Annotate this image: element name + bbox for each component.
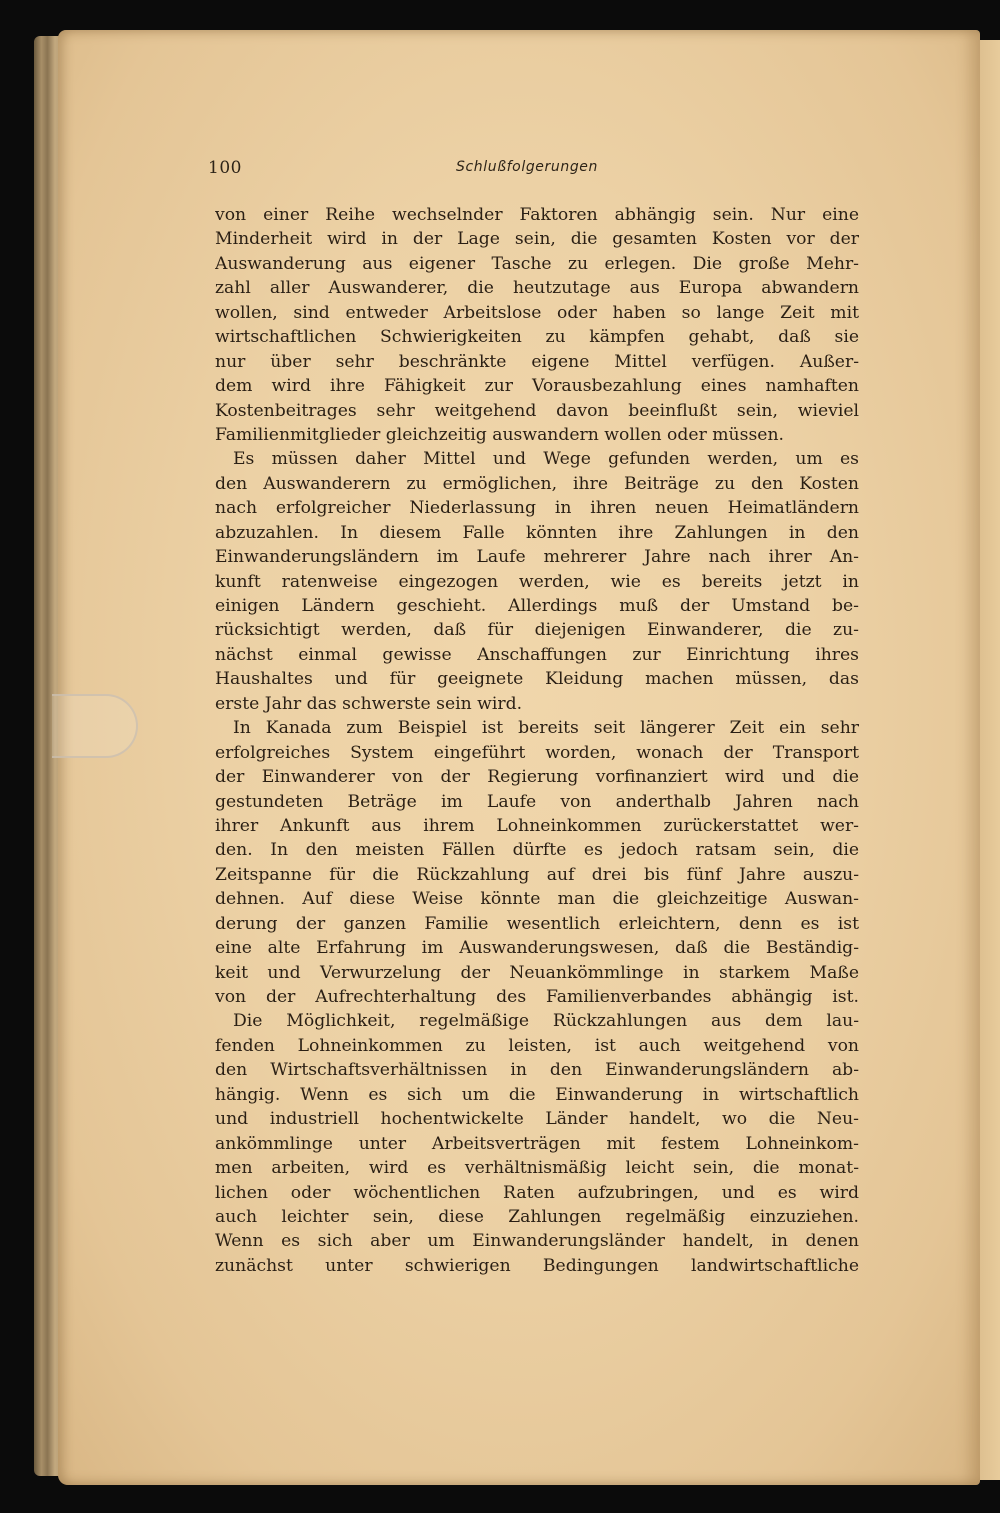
text-line: Die Möglichkeit, regelmäßige Rückzahlungen aus dem lau- [233, 1011, 859, 1032]
text-line: den. In den meisten Fällen dürfte es jedoch ratsam sein, die [215, 840, 859, 861]
text-line: gestundeten Beträge im Laufe von anderthalb Jahren nach [215, 791, 859, 812]
text-line: nach erfolgreicher Niederlassung in ihren neuen Heimatländern [215, 498, 859, 519]
text-line: auch leichter sein, diese Zahlungen regelmäßig einzuziehen. [215, 1206, 859, 1227]
text-line: wirtschaftlichen Schwierigkeiten zu kämpfen gehabt, daß sie [215, 327, 859, 348]
text-line: men arbeiten, wird es verhältnismäßig leicht sein, die monat- [215, 1158, 859, 1179]
page-number: 100 [208, 158, 242, 178]
text-line: derung der ganzen Familie wesentlich erleichtern, denn es ist [215, 913, 859, 934]
text-line: nächst einmal gewisse Anschaffungen zur Einrichtung ihres [215, 644, 859, 665]
text-line: zahl aller Auswanderer, die heutzutage aus Europa abwandern [215, 278, 859, 299]
text-line: von einer Reihe wechselnder Faktoren abhängig sein. Nur eine [215, 205, 859, 225]
text-line: ihrer Ankunft aus ihrem Lohneinkommen zurückerstattet wer- [215, 815, 859, 836]
text-line: Wenn es sich aber um Einwanderungsländer handelt, in denen [215, 1231, 859, 1252]
text-line: Auswanderung aus eigener Tasche zu erlegen. Die große Mehr- [215, 253, 859, 274]
text-line: nur über sehr beschränkte eigene Mittel verfügen. Außer- [215, 351, 859, 372]
text-line: von der Aufrechterhaltung des Familienverbandes abhängig ist. [215, 987, 859, 1007]
text-line: dehnen. Auf diese Weise könnte man die gleichzeitige Auswan- [215, 889, 859, 910]
body-text [215, 203, 859, 1278]
text-line: rücksichtigt werden, daß für diejenigen Einwanderer, die zu- [215, 620, 859, 641]
text-line: den Auswanderern zu ermöglichen, ihre Beiträge zu den Kosten [215, 473, 859, 494]
text-line: erste Jahr das schwerste sein wird. [215, 693, 523, 714]
text-line: Zeitspanne für die Rückzahlung auf drei bis fünf Jahre auszu- [215, 864, 859, 885]
text-line: fenden Lohneinkommen zu leisten, ist auch weitgehend von [215, 1035, 859, 1056]
text-line: keit und Verwurzelung der Neuankömmlinge in starkem Maße [215, 962, 859, 983]
text-line: und industriell hochentwickelte Länder handelt, wo die Neu- [215, 1109, 859, 1130]
text-line: kunft ratenweise eingezogen werden, wie es bereits jetzt in [215, 571, 859, 592]
text-line: eine alte Erfahrung im Auswanderungswesen, daß die Beständig- [215, 938, 859, 959]
text-line: hängig. Wenn es sich um die Einwanderung in wirtschaftlich [215, 1084, 859, 1105]
text-line: Kostenbeitrages sehr weitgehend davon beeinflußt sein, wieviel [215, 400, 859, 421]
paper-clip [52, 694, 138, 758]
text-line: Minderheit wird in der Lage sein, die gesamten Kosten vor der [215, 229, 859, 250]
running-head: Schlußfolgerungen [456, 159, 598, 175]
text-line: In Kanada zum Beispiel ist bereits seit längerer Zeit ein sehr [233, 718, 859, 739]
text-line: zunächst unter schwierigen Bedingungen landwirtschaftliche [215, 1255, 859, 1276]
page-header [208, 158, 860, 182]
text-line: erfolgreiches System eingeführt worden, wonach der Transport [215, 742, 859, 763]
text-line: abzuzahlen. In diesem Falle könnten ihre Zahlungen in den [215, 522, 859, 543]
text-line: lichen oder wöchentlichen Raten aufzubringen, und es wird [215, 1182, 859, 1203]
text-line: der Einwanderer von der Regierung vorfinanziert wird und die [215, 767, 859, 788]
text-line: einigen Ländern geschieht. Allerdings muß der Umstand be- [215, 596, 859, 616]
text-line: Haushaltes und für geeignete Kleidung machen müssen, das [215, 669, 859, 690]
text-line: wollen, sind entweder Arbeitslose oder haben so lange Zeit mit [215, 302, 859, 323]
text-line: Es müssen daher Mittel und Wege gefunden werden, um es [233, 449, 859, 470]
text-line: Einwanderungsländern im Laufe mehrerer Jahre nach ihrer An- [215, 547, 859, 568]
text-line: den Wirtschaftsverhältnissen in den Einwanderungsländern ab- [215, 1060, 859, 1081]
text-line: Familienmitglieder gleichzeitig auswandern wollen oder müssen. [215, 424, 784, 445]
text-line: dem wird ihre Fähigkeit zur Vorausbezahlung eines namhaften [215, 376, 859, 397]
text-line: ankömmlinge unter Arbeitsverträgen mit festem Lohneinkom- [215, 1133, 859, 1154]
